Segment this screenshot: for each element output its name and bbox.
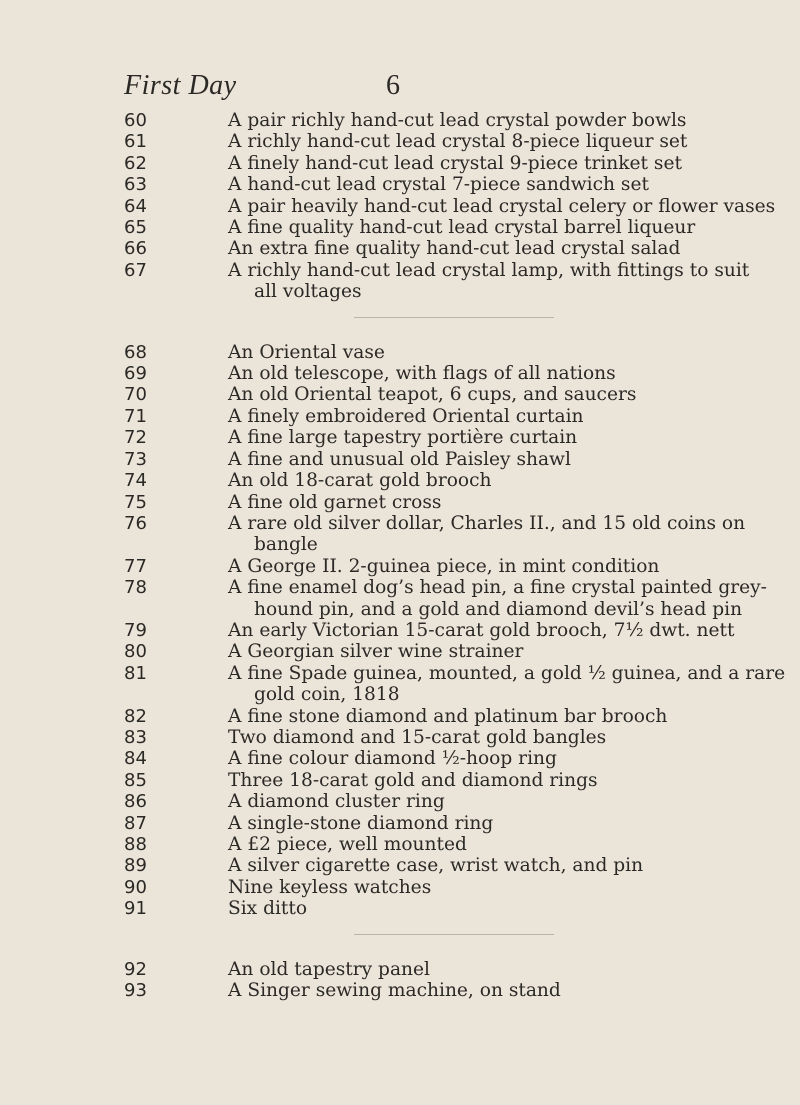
lot-entry <box>124 855 800 876</box>
lot-entry <box>124 406 800 427</box>
lot-description-text: A fine Spade guinea, mounted, a gold ½ guinea, and a rare <box>228 662 786 684</box>
lot-number: 77 <box>124 555 147 577</box>
lot-entry <box>124 217 800 238</box>
lot-description <box>228 959 800 980</box>
lot-number: 81 <box>124 662 147 684</box>
lot-description-text: A hand-cut lead crystal 7-piece sandwich set <box>228 174 649 196</box>
lot-number: 73 <box>124 448 147 470</box>
lot-description-text: A fine stone diamond and platinum bar brooch <box>228 705 668 727</box>
lot-description <box>228 196 800 217</box>
lot-description-text: An old Oriental teapot, 6 cups, and saucers <box>228 384 637 406</box>
lot-number: 79 <box>124 619 147 641</box>
lot-entry <box>124 641 800 662</box>
lot-entry <box>124 791 800 812</box>
lot-description-text: An extra fine quality hand-cut lead crystal salad <box>228 238 681 260</box>
lot-description-text: A fine large tapestry portière curtain <box>228 427 578 449</box>
lot-description <box>228 641 800 662</box>
lot-number: 72 <box>124 427 147 449</box>
lot-entry <box>124 770 800 791</box>
lot-entry <box>124 427 800 448</box>
lot-description <box>228 770 800 791</box>
lot-number: 69 <box>124 363 147 385</box>
lot-number: 91 <box>124 898 147 920</box>
lot-description-text: An old 18-carat gold brooch <box>228 470 492 492</box>
lot-number: 62 <box>124 152 147 174</box>
lot-description <box>228 663 800 706</box>
lot-entry <box>124 492 800 513</box>
lot-number: 61 <box>124 131 147 153</box>
lot-number: 86 <box>124 791 147 813</box>
lot-description <box>228 217 800 238</box>
lot-description <box>228 174 800 195</box>
lot-description-text: A fine and unusual old Paisley shawl <box>228 448 571 470</box>
lot-description <box>228 384 800 405</box>
lot-description-text: A silver cigarette case, wrist watch, and pin <box>228 855 644 877</box>
lot-entry <box>124 449 800 470</box>
lot-entry <box>124 260 800 303</box>
lot-number: 71 <box>124 405 147 427</box>
lot-description <box>228 813 800 834</box>
lot-list <box>124 110 800 1001</box>
lot-entry <box>124 727 800 748</box>
section-title: First Day <box>124 70 237 101</box>
lot-description <box>228 260 800 303</box>
lot-description-text: An old telescope, with flags of all nations <box>228 363 616 385</box>
lot-description <box>228 110 800 131</box>
lot-description-text: A fine colour diamond ½-hoop ring <box>228 748 557 770</box>
lot-entry <box>124 556 800 577</box>
lot-number: 63 <box>124 174 147 196</box>
lot-entry <box>124 238 800 259</box>
lot-description <box>228 153 800 174</box>
lot-description-text: A Georgian silver wine strainer <box>228 641 524 663</box>
lot-description <box>228 238 800 259</box>
lot-description-text: A pair richly hand-cut lead crystal powder bowls <box>228 110 687 131</box>
lot-entry <box>124 384 800 405</box>
lot-entry <box>124 131 800 152</box>
lot-description-text: An old tapestry panel <box>228 958 430 980</box>
lot-entry <box>124 363 800 384</box>
lot-description <box>228 406 800 427</box>
lot-description-text: Three 18-carat gold and diamond rings <box>228 769 598 791</box>
lot-entry <box>124 174 800 195</box>
lot-entry <box>124 470 800 491</box>
lot-description-text: A £2 piece, well mounted <box>228 834 467 855</box>
lot-number: 85 <box>124 769 147 791</box>
lot-description-text: A richly hand-cut lead crystal 8-piece liqueur set <box>228 131 688 153</box>
lot-description-text: A fine quality hand-cut lead crystal barrel liqueur <box>228 217 696 239</box>
lot-number: 92 <box>124 958 147 980</box>
lot-description <box>228 898 800 919</box>
lot-entry <box>124 706 800 727</box>
lot-description-text: An Oriental vase <box>228 341 385 363</box>
page-number: 6 <box>386 70 401 101</box>
lot-description-text: A richly hand-cut lead crystal lamp, with fittings to suit <box>228 259 750 281</box>
lot-description <box>228 620 800 641</box>
lot-description <box>228 855 800 876</box>
lot-number: 65 <box>124 217 147 239</box>
lot-number: 68 <box>124 341 147 363</box>
lot-description-text: A single-stone diamond ring <box>228 812 494 834</box>
lot-description <box>228 513 800 556</box>
lot-description <box>228 342 800 363</box>
section-divider <box>354 934 554 935</box>
lot-number: 82 <box>124 705 147 727</box>
lot-number: 76 <box>124 512 147 534</box>
lot-description-text: A diamond cluster ring <box>228 791 445 813</box>
lot-description <box>228 577 800 620</box>
lot-description-text: A George II. 2-guinea piece, in mint condition <box>228 555 660 577</box>
lot-description-text: A Singer sewing machine, on stand <box>228 980 561 1002</box>
lot-description-text: Two diamond and 15-carat gold bangles <box>228 726 607 748</box>
lot-description <box>228 470 800 491</box>
lot-entry <box>124 959 800 980</box>
lot-description-text: A pair heavily hand-cut lead crystal celery or flower vases <box>228 195 776 217</box>
lot-entry <box>124 663 800 706</box>
lot-number: 84 <box>124 748 147 770</box>
lot-description <box>228 449 800 470</box>
lot-number: 83 <box>124 726 147 748</box>
lot-description-text: A fine enamel dog’s head pin, a fine crystal painted grey- <box>228 577 767 599</box>
lot-entry <box>124 577 800 620</box>
lot-description-continuation: all voltages <box>254 281 362 303</box>
lot-entry <box>124 980 800 1001</box>
lot-description-continuation: gold coin, 1818 <box>254 684 400 706</box>
lot-description-text: A fine old garnet cross <box>228 491 442 513</box>
lot-description-text: Nine keyless watches <box>228 876 432 898</box>
lot-description <box>228 980 800 1001</box>
lot-description <box>228 791 800 812</box>
lot-entry <box>124 877 800 898</box>
lot-number: 90 <box>124 876 147 898</box>
section-divider <box>354 317 554 318</box>
lot-description <box>228 131 800 152</box>
lot-number: 78 <box>124 577 147 599</box>
lot-description <box>228 492 800 513</box>
lot-description <box>228 834 800 855</box>
lot-description <box>228 877 800 898</box>
lot-entry <box>124 834 800 855</box>
lot-description <box>228 706 800 727</box>
lot-number: 93 <box>124 980 147 1002</box>
lot-entry <box>124 342 800 363</box>
lot-entry <box>124 110 800 131</box>
lot-number: 60 <box>124 110 147 131</box>
lot-group <box>124 342 800 920</box>
lot-description <box>228 427 800 448</box>
lot-number: 75 <box>124 491 147 513</box>
lot-description <box>228 748 800 769</box>
lot-number: 74 <box>124 470 147 492</box>
lot-number: 66 <box>124 238 147 260</box>
lot-description <box>228 727 800 748</box>
lot-entry <box>124 620 800 641</box>
lot-description <box>228 363 800 384</box>
lot-number: 87 <box>124 812 147 834</box>
lot-entry <box>124 153 800 174</box>
lot-description-continuation: bangle <box>254 534 318 556</box>
lot-number: 80 <box>124 641 147 663</box>
lot-description-text: Six ditto <box>228 898 308 920</box>
lot-description-text: A finely hand-cut lead crystal 9-piece trinket set <box>228 152 682 174</box>
lot-entry <box>124 513 800 556</box>
lot-description <box>228 556 800 577</box>
lot-number: 88 <box>124 834 147 855</box>
lot-entry <box>124 748 800 769</box>
lot-entry <box>124 196 800 217</box>
lot-description-text: A rare old silver dollar, Charles II., and 15 old coins on <box>228 512 746 534</box>
lot-entry <box>124 898 800 919</box>
lot-description-text: An early Victorian 15-carat gold brooch, 7½ dwt. nett <box>228 619 735 641</box>
lot-number: 64 <box>124 195 147 217</box>
lot-number: 89 <box>124 855 147 877</box>
lot-number: 70 <box>124 384 147 406</box>
lot-description-text: A finely embroidered Oriental curtain <box>228 405 584 427</box>
lot-group <box>124 959 800 1002</box>
lot-description-continuation: hound pin, and a gold and diamond devil’s head pin <box>254 598 743 620</box>
lot-entry <box>124 813 800 834</box>
lot-number: 67 <box>124 259 147 281</box>
lot-group <box>124 110 800 303</box>
